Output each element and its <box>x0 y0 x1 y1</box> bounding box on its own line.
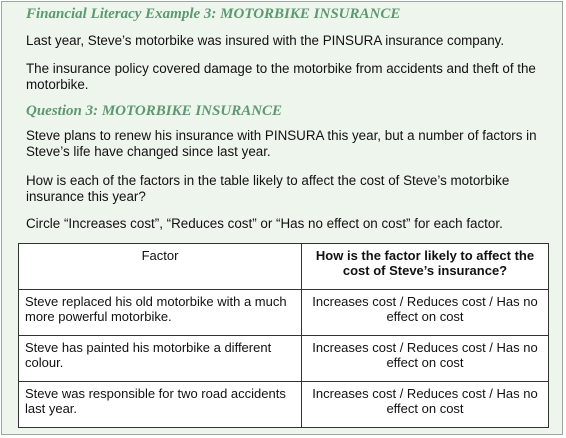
question-paragraph-1: Steve plans to renew his insurance with PINSURA this year, but a number of factors in Steve’s life have changed since last year. <box>26 128 537 159</box>
intro-paragraph-1: Last year, Steve’s motorbike was insured with the PINSURA insurance company. <box>26 33 505 48</box>
example-title: Financial Literacy Example 3: MOTORBIKE INSURANCE <box>26 6 401 22</box>
header-effect: How is the factor likely to affect the cost of Steve’s insurance? <box>302 244 549 290</box>
factor-cell: Steve has painted his motorbike a different colour. <box>19 336 302 382</box>
effect-options[interactable]: Increases cost / Reduces cost / Has no effect on cost <box>302 336 549 382</box>
table-header-row <box>19 244 549 290</box>
effect-options[interactable]: Increases cost / Reduces cost / Has no effect on cost <box>302 290 549 336</box>
document-panel <box>1 1 563 435</box>
header-factor: Factor <box>19 244 302 290</box>
factor-cell: Steve was responsible for two road accidents last year. <box>19 382 302 428</box>
table-row <box>19 336 549 382</box>
factor-cell: Steve replaced his old motorbike with a much more powerful motorbike. <box>19 290 302 336</box>
factors-table <box>18 243 549 428</box>
question-title: Question 3: MOTORBIKE INSURANCE <box>26 103 283 119</box>
question-instruction: Circle “Increases cost”, “Reduces cost” or “Has no effect on cost” for each factor. <box>26 216 503 231</box>
question-paragraph-2: How is each of the factors in the table likely to affect the cost of Steve’s motorbike insurance this year? <box>26 173 510 204</box>
table-row <box>19 382 549 428</box>
intro-paragraph-2: The insurance policy covered damage to the motorbike from accidents and theft of the motorbike. <box>26 61 536 92</box>
table-row <box>19 290 549 336</box>
effect-options[interactable]: Increases cost / Reduces cost / Has no effect on cost <box>302 382 549 428</box>
